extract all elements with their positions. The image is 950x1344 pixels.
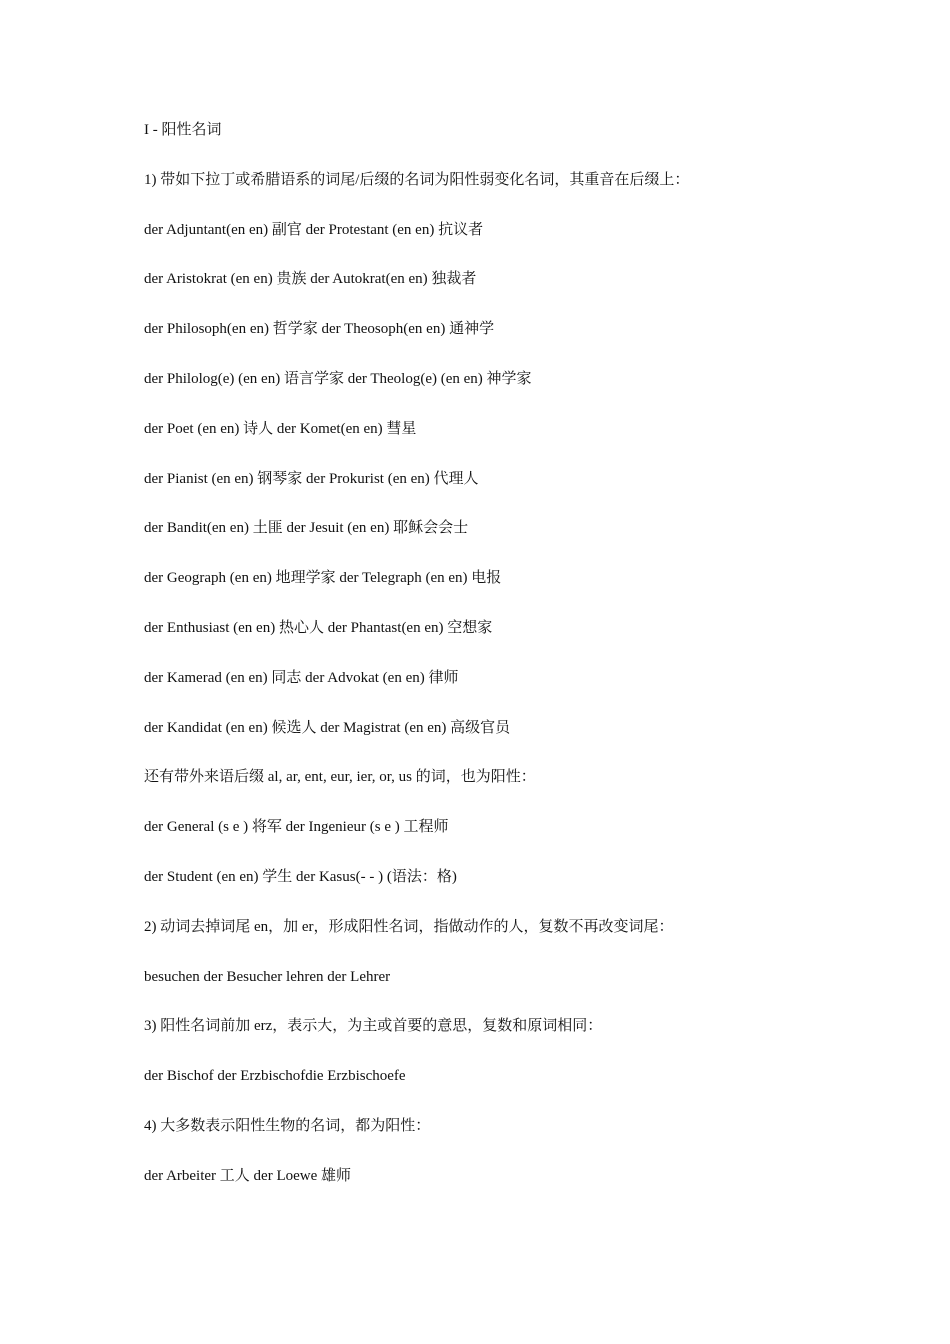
example-line: der Philolog(e) (en en) 语言学家 der Theolog(e) (en en) 神学家	[144, 370, 532, 387]
example-line: der Geograph (en en) 地理学家 der Telegraph (en en) 电报	[144, 570, 502, 587]
example-line: der Student (en en) 学生 der Kasus(- - ) (语法：格)	[144, 868, 457, 885]
rule-4-text: 4) 大多数表示阳性生物的名词，都为阳性：	[144, 1117, 431, 1134]
example-line: der Kandidat (en en) 候选人 der Magistrat (en en) 高级官员	[144, 719, 511, 736]
example-line: der Poet (en en) 诗人 der Komet(en en) 彗星	[144, 420, 417, 437]
example-line: der Philosoph(en en) 哲学家 der Theosoph(en en) 通神学	[144, 321, 495, 338]
document-body	[144, 120, 844, 1216]
rule-3-text: 3) 阳性名词前加 erz，表示大，为主或首要的意思，复数和原词相同：	[144, 1018, 603, 1035]
example-line: der Arbeiter 工人 der Loewe 雄师	[144, 1167, 352, 1184]
example-line: der General (s e ) 将军 der Ingenieur (s e ) 工程师	[144, 819, 449, 836]
rule-1-text: 1) 带如下拉丁或希腊语系的词尾/后缀的名词为阳性弱变化名词，其重音在后缀上：	[144, 171, 690, 188]
example-line: besuchen der Besucher lehren der Lehrer	[144, 968, 391, 985]
example-line: der Pianist (en en) 钢琴家 der Prokurist (en en) 代理人	[144, 470, 479, 487]
example-line: der Bischof der Erzbischofdie Erzbischoefe	[144, 1068, 406, 1085]
example-line: der Adjuntant(en en) 副官 der Protestant (en en) 抗议者	[144, 221, 484, 238]
rule-2-text: 2) 动词去掉词尾 en，加 er，形成阳性名词，指做动作的人，复数不再改变词尾：	[144, 918, 674, 935]
example-line: der Enthusiast (en en) 热心人 der Phantast(en en) 空想家	[144, 619, 493, 636]
example-line: der Bandit(en en) 土匪 der Jesuit (en en) 耶稣会会士	[144, 520, 469, 537]
section-heading: I - 阳性名词	[144, 122, 222, 138]
suffix-note: 还有带外来语后缀 al, ar, ent, eur, ier, or, us 的词，也为阳性：	[144, 769, 536, 786]
example-line: der Kamerad (en en) 同志 der Advokat (en en) 律师	[144, 669, 459, 686]
example-line: der Aristokrat (en en) 贵族 der Autokrat(en en) 独裁者	[144, 271, 477, 288]
